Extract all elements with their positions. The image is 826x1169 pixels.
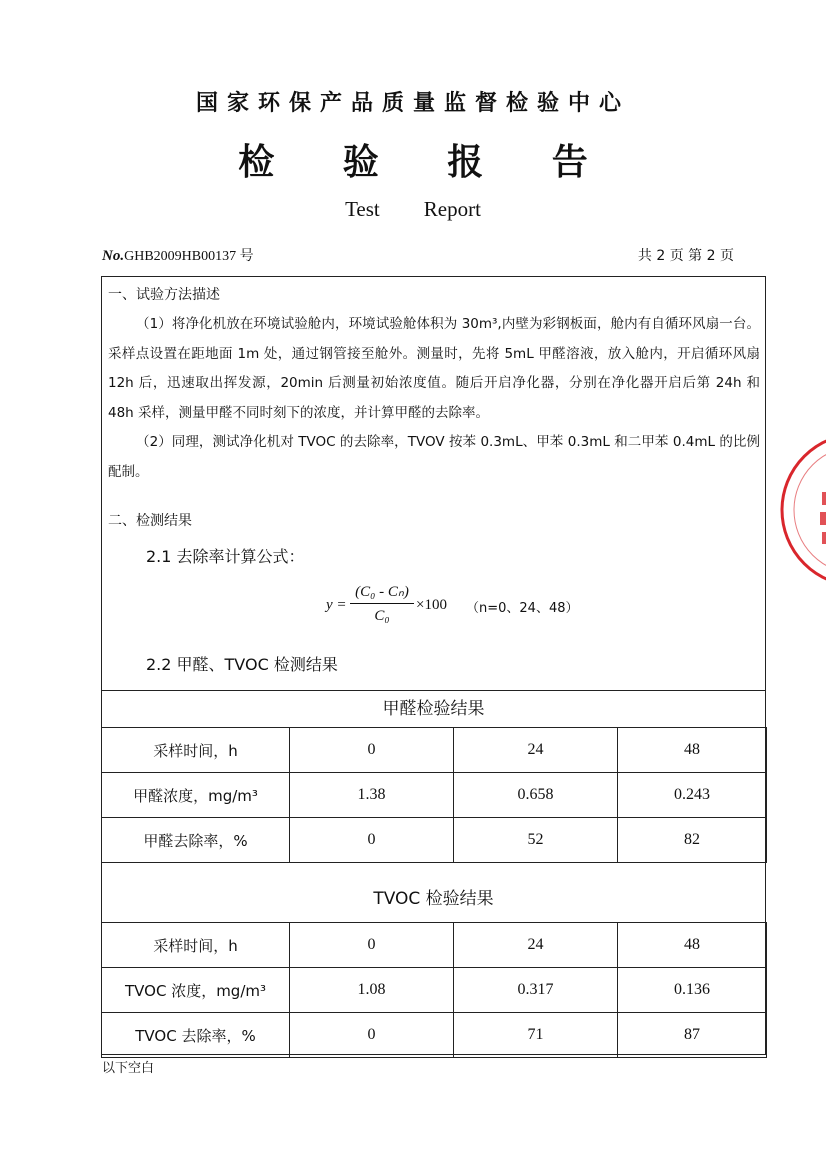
table-cell: 82 (618, 818, 767, 863)
report-number (102, 245, 254, 265)
table-cell: 采样时间，h (102, 923, 290, 968)
report-subtitle (0, 197, 826, 222)
table-cell: 采样时间，h (102, 728, 290, 773)
table-cell: 0 (290, 1013, 454, 1058)
table-row (102, 923, 767, 968)
page-info: 共 2 页 第 2 页 (637, 248, 734, 264)
table-cell: 1.38 (290, 773, 454, 818)
table-cell: 24 (454, 728, 618, 773)
table-cell: 0.317 (454, 968, 618, 1013)
formaldehyde-table (101, 727, 767, 863)
tvoc-table-caption: TVOC 检验结果 (373, 889, 494, 909)
tvoc-table (101, 922, 767, 1058)
method-description (108, 310, 760, 487)
formaldehyde-table-caption: 甲醛检验结果 (382, 699, 485, 719)
report-number-prefix: No. (102, 248, 125, 264)
method-paragraph-2: （2）同理，测试净化机对 TVOC 的去除率，TVOV 按苯 0.3mL、甲苯 0.3mL 和二甲苯 0.4mL 的比例配制。 (108, 434, 760, 480)
table-cell: 52 (454, 818, 618, 863)
table-cell: 24 (454, 923, 618, 968)
table-cell: 87 (618, 1013, 767, 1058)
report-title: 检 验 报 告 (238, 142, 616, 183)
table-cell: 0 (290, 923, 454, 968)
blank-below-note: 以下空白 (102, 1061, 155, 1076)
formula-lhs: y = (326, 597, 347, 613)
official-seal-stamp (770, 430, 826, 590)
removal-rate-formula (326, 582, 626, 632)
table-cell: 0.243 (618, 773, 767, 818)
formula-denominator: C₀ (374, 608, 390, 624)
table-cell: 48 (618, 923, 767, 968)
table-row (102, 728, 767, 773)
formula-heading: 2.1 去除率计算公式： (146, 547, 305, 566)
table-cell: 0.658 (454, 773, 618, 818)
table-cell: 甲醛浓度，mg/m³ (102, 773, 290, 818)
table-row (102, 1013, 767, 1058)
section-results-heading: 二、检测结果 (108, 513, 192, 529)
formula-fraction (350, 582, 414, 625)
divider (101, 690, 766, 691)
method-paragraph-1: （1）将净化机放在环境试验舱内，环境试验舱体积为 30m³,内壁为彩钢板面，舱内有自循环风扇一台。采样点设置在距地面 1m 处，通过钢管接至舱外。测量时，先将 5mL 甲醛溶液，放入舱内，开启循环风扇 12h 后，迅速取出挥发源，20min 后测量初始浓度值。随后开启净化器，分别在净化器开启后第 24h 和 48h 采样，测量甲醛不同时刻下的浓度，并计算甲醛的去除率。 (108, 316, 760, 421)
table-cell: 0 (290, 728, 454, 773)
table-cell: TVOC 去除率，% (102, 1013, 290, 1058)
formula-numerator: (C₀ - Cₙ) (350, 582, 414, 604)
section-method-heading: 一、试验方法描述 (108, 287, 220, 303)
formula-note: （n=0、24、48） (466, 601, 579, 616)
table-row (102, 773, 767, 818)
table-cell: 48 (618, 728, 767, 773)
table-cell: 0.136 (618, 968, 767, 1013)
table-cell: 0 (290, 818, 454, 863)
table-row (102, 818, 767, 863)
subtitle-word-report: Report (423, 197, 481, 221)
organization-name: 国家环保产品质量监督检验中心 (195, 91, 630, 116)
table-cell: 1.08 (290, 968, 454, 1013)
formula-multiplier: ×100 (416, 597, 447, 613)
report-number-value: GHB2009HB00137 号 (124, 249, 254, 264)
table-row (102, 968, 767, 1013)
table-cell: 甲醛去除率，% (102, 818, 290, 863)
results-heading: 2.2 甲醛、TVOC 检测结果 (146, 655, 338, 674)
subtitle-word-test: Test (345, 197, 380, 221)
table-cell: TVOC 浓度，mg/m³ (102, 968, 290, 1013)
table-cell: 71 (454, 1013, 618, 1058)
